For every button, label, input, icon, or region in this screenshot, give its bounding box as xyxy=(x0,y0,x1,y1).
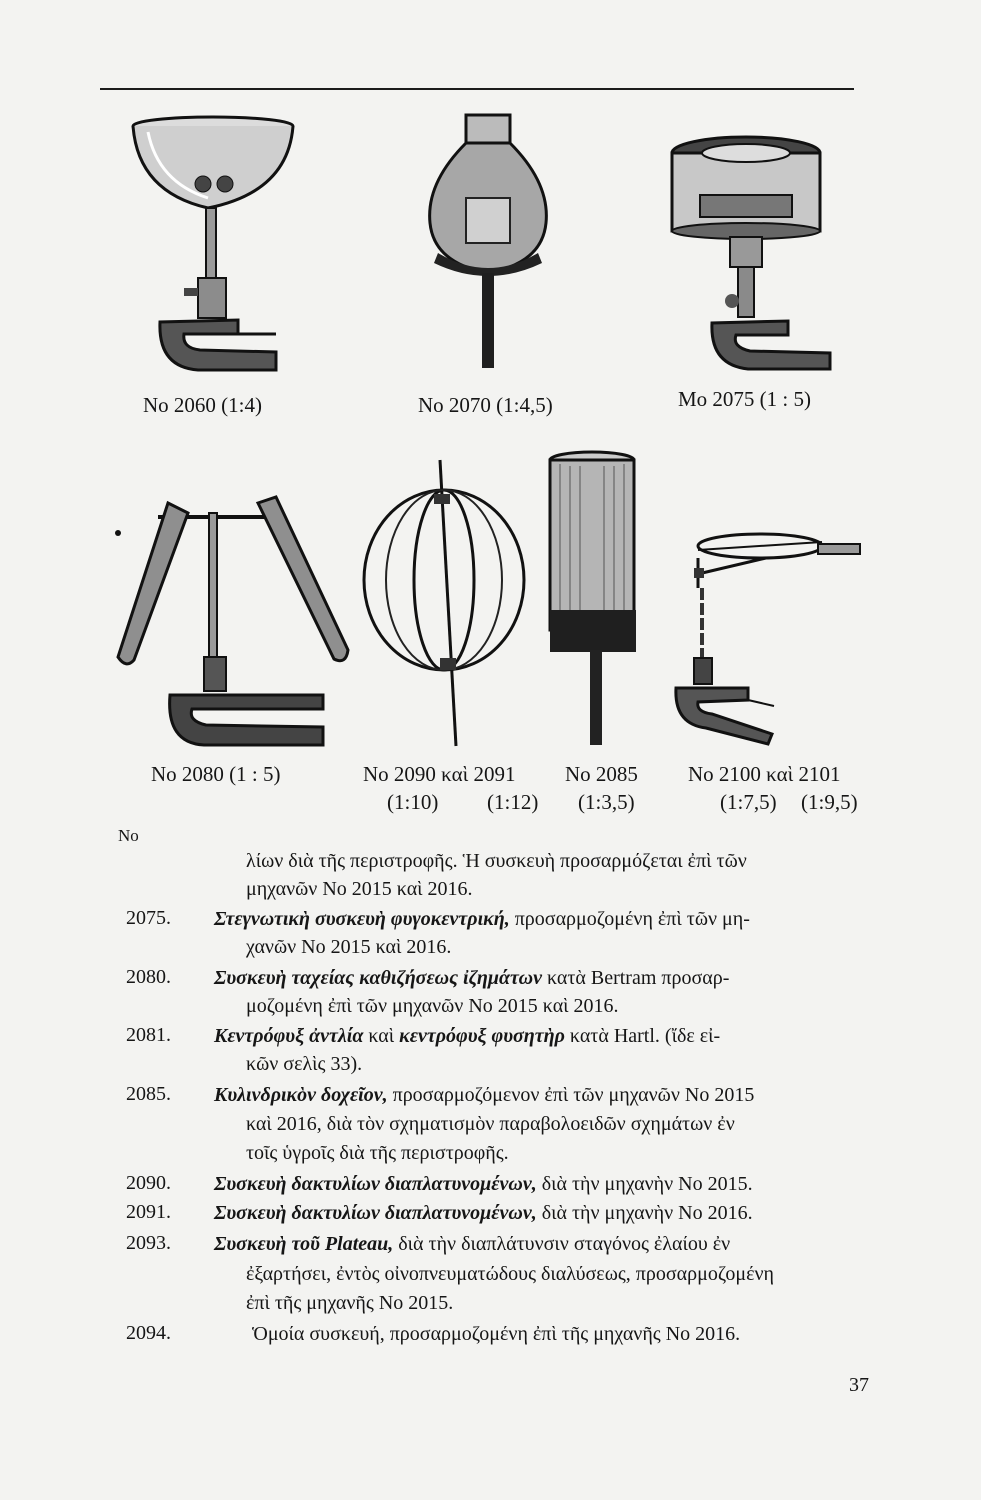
entry-number: 2080. xyxy=(126,966,171,988)
caption-2075: Mo 2075 (1 : 5) xyxy=(678,387,811,411)
entry-2091-text: διὰ τὴν μηχανὴν No 2016. xyxy=(536,1202,753,1224)
entry-2093-text: διὰ τὴν διαπλάτυνσιν σταγόνος ἐλαίου ἐν xyxy=(393,1233,731,1255)
stray-no-label: No xyxy=(118,826,139,845)
caption-2091-ratio: (1:12) xyxy=(487,790,539,814)
entry-number: 2090. xyxy=(126,1172,171,1194)
entry-2085-line-1 xyxy=(214,1083,754,1107)
entry-2075-text: προσαρμοζομένη ἐπὶ τῶν μη- xyxy=(509,908,750,930)
caption-2101-ratio: (1:9,5) xyxy=(801,790,858,814)
figure-2085-cylindrical-vessel xyxy=(546,450,644,748)
entry-2081-text: κατὰ Hartl. (ἴδε εἰ- xyxy=(564,1025,721,1047)
figure-2070-glass-globe xyxy=(424,113,552,373)
intro-line-1: λίων διὰ τῆς περιστροφῆς. Ἡ συσκευὴ προσαρμόζεται ἐπὶ τῶν xyxy=(246,850,747,872)
entry-2093-title: Συσκευὴ τοῦ Plateau, xyxy=(214,1233,394,1255)
entry-2091-line-1 xyxy=(214,1201,753,1225)
entry-2075-line-2: χανῶν No 2015 καὶ 2016. xyxy=(246,936,452,958)
entry-2080-title: Συσκευὴ ταχείας καθιζήσεως ἰζημάτων xyxy=(214,967,542,989)
entry-2080-line-1 xyxy=(214,966,729,990)
caption-2090-title: No 2090 καὶ 2091 xyxy=(363,762,516,786)
entry-2081-title-2: κεντρόφυξ φυσητὴρ xyxy=(399,1025,565,1047)
entry-2075-line-1 xyxy=(214,907,750,931)
figure-2075-drying-centrifuge xyxy=(670,133,835,383)
caption-2100-title: No 2100 καὶ 2101 xyxy=(688,762,841,786)
figure-2090-expanding-rings xyxy=(360,458,530,748)
caption-2085-ratio: (1:3,5) xyxy=(578,790,635,814)
figure-2060-bowl-apparatus xyxy=(128,112,298,387)
entry-2075-title: Στεγνωτικὴ συσκευὴ φυγοκεντρική, xyxy=(214,908,510,930)
entry-2090-title: Συσκευὴ δακτυλίων διαπλατυνομένων, xyxy=(214,1173,537,1195)
entry-number: 2081. xyxy=(126,1024,171,1046)
intro-line-2: μηχανῶν No 2015 καὶ 2016. xyxy=(246,878,473,900)
entry-2093-line-2: ἐξαρτήσει, ἐντὸς οἰνοπνευματώδους διαλύσεως, προσαρμοζομένη xyxy=(246,1263,774,1285)
entry-2085-line-2: καὶ 2016, διὰ τὸν σχηματισμὸν παραβολοειδῶν σχημάτων ἐν xyxy=(246,1113,735,1135)
caption-2060: No 2060 (1:4) xyxy=(143,393,262,417)
entry-2094-line-1: Ὁμοία συσκευή, προσαρμοζομένη ἐπὶ τῆς μηχανῆς No 2016. xyxy=(252,1323,741,1345)
entry-2081-conj: καὶ xyxy=(363,1025,400,1047)
entry-2081-line-2: κῶν σελὶς 33). xyxy=(246,1053,363,1075)
entry-2080-text: κατὰ Bertram προσαρ- xyxy=(541,967,730,989)
entry-2093-line-3: ἐπὶ τῆς μηχανῆς No 2015. xyxy=(246,1292,454,1314)
figure-2100-plateau-apparatus xyxy=(668,528,863,750)
entry-2081-title: Κεντρόφυξ ἀντλία xyxy=(214,1025,364,1047)
entry-number: 2075. xyxy=(126,907,171,929)
header-rule xyxy=(100,88,854,90)
entry-2085-text: προσαρμοζόμενον ἐπὶ τῶν μηχανῶν No 2015 xyxy=(387,1084,755,1106)
entry-2090-text: διὰ τὴν μηχανὴν No 2015. xyxy=(536,1173,753,1195)
entry-2085-title: Κυλινδρικὸν δοχεῖον, xyxy=(214,1084,388,1106)
entry-2090-line-1 xyxy=(214,1172,753,1196)
entry-number: 2085. xyxy=(126,1083,171,1105)
page-number: 37 xyxy=(849,1374,869,1396)
entry-2091-title: Συσκευὴ δακτυλίων διαπλατυνομένων, xyxy=(214,1202,537,1224)
caption-2090-ratio: (1:10) xyxy=(387,790,439,814)
entry-number: 2094. xyxy=(126,1322,171,1344)
entry-2081-line-1 xyxy=(214,1024,720,1048)
caption-2070: No 2070 (1:4,5) xyxy=(418,393,553,417)
entry-2093-line-1 xyxy=(214,1232,730,1256)
figure-2080-sedimentation-apparatus xyxy=(108,495,353,750)
caption-2100-ratio: (1:7,5) xyxy=(720,790,777,814)
entry-2080-line-2: μοζομένη ἐπὶ τῶν μηχανῶν No 2015 καὶ 2016. xyxy=(246,995,619,1017)
entry-number: 2091. xyxy=(126,1201,171,1223)
entry-number: 2093. xyxy=(126,1232,171,1254)
entry-2085-line-3: τοῖς ὑγροῖς διὰ τῆς περιστροφῆς. xyxy=(246,1142,509,1164)
caption-2085-title: No 2085 xyxy=(565,762,638,786)
caption-2080: No 2080 (1 : 5) xyxy=(151,762,281,786)
